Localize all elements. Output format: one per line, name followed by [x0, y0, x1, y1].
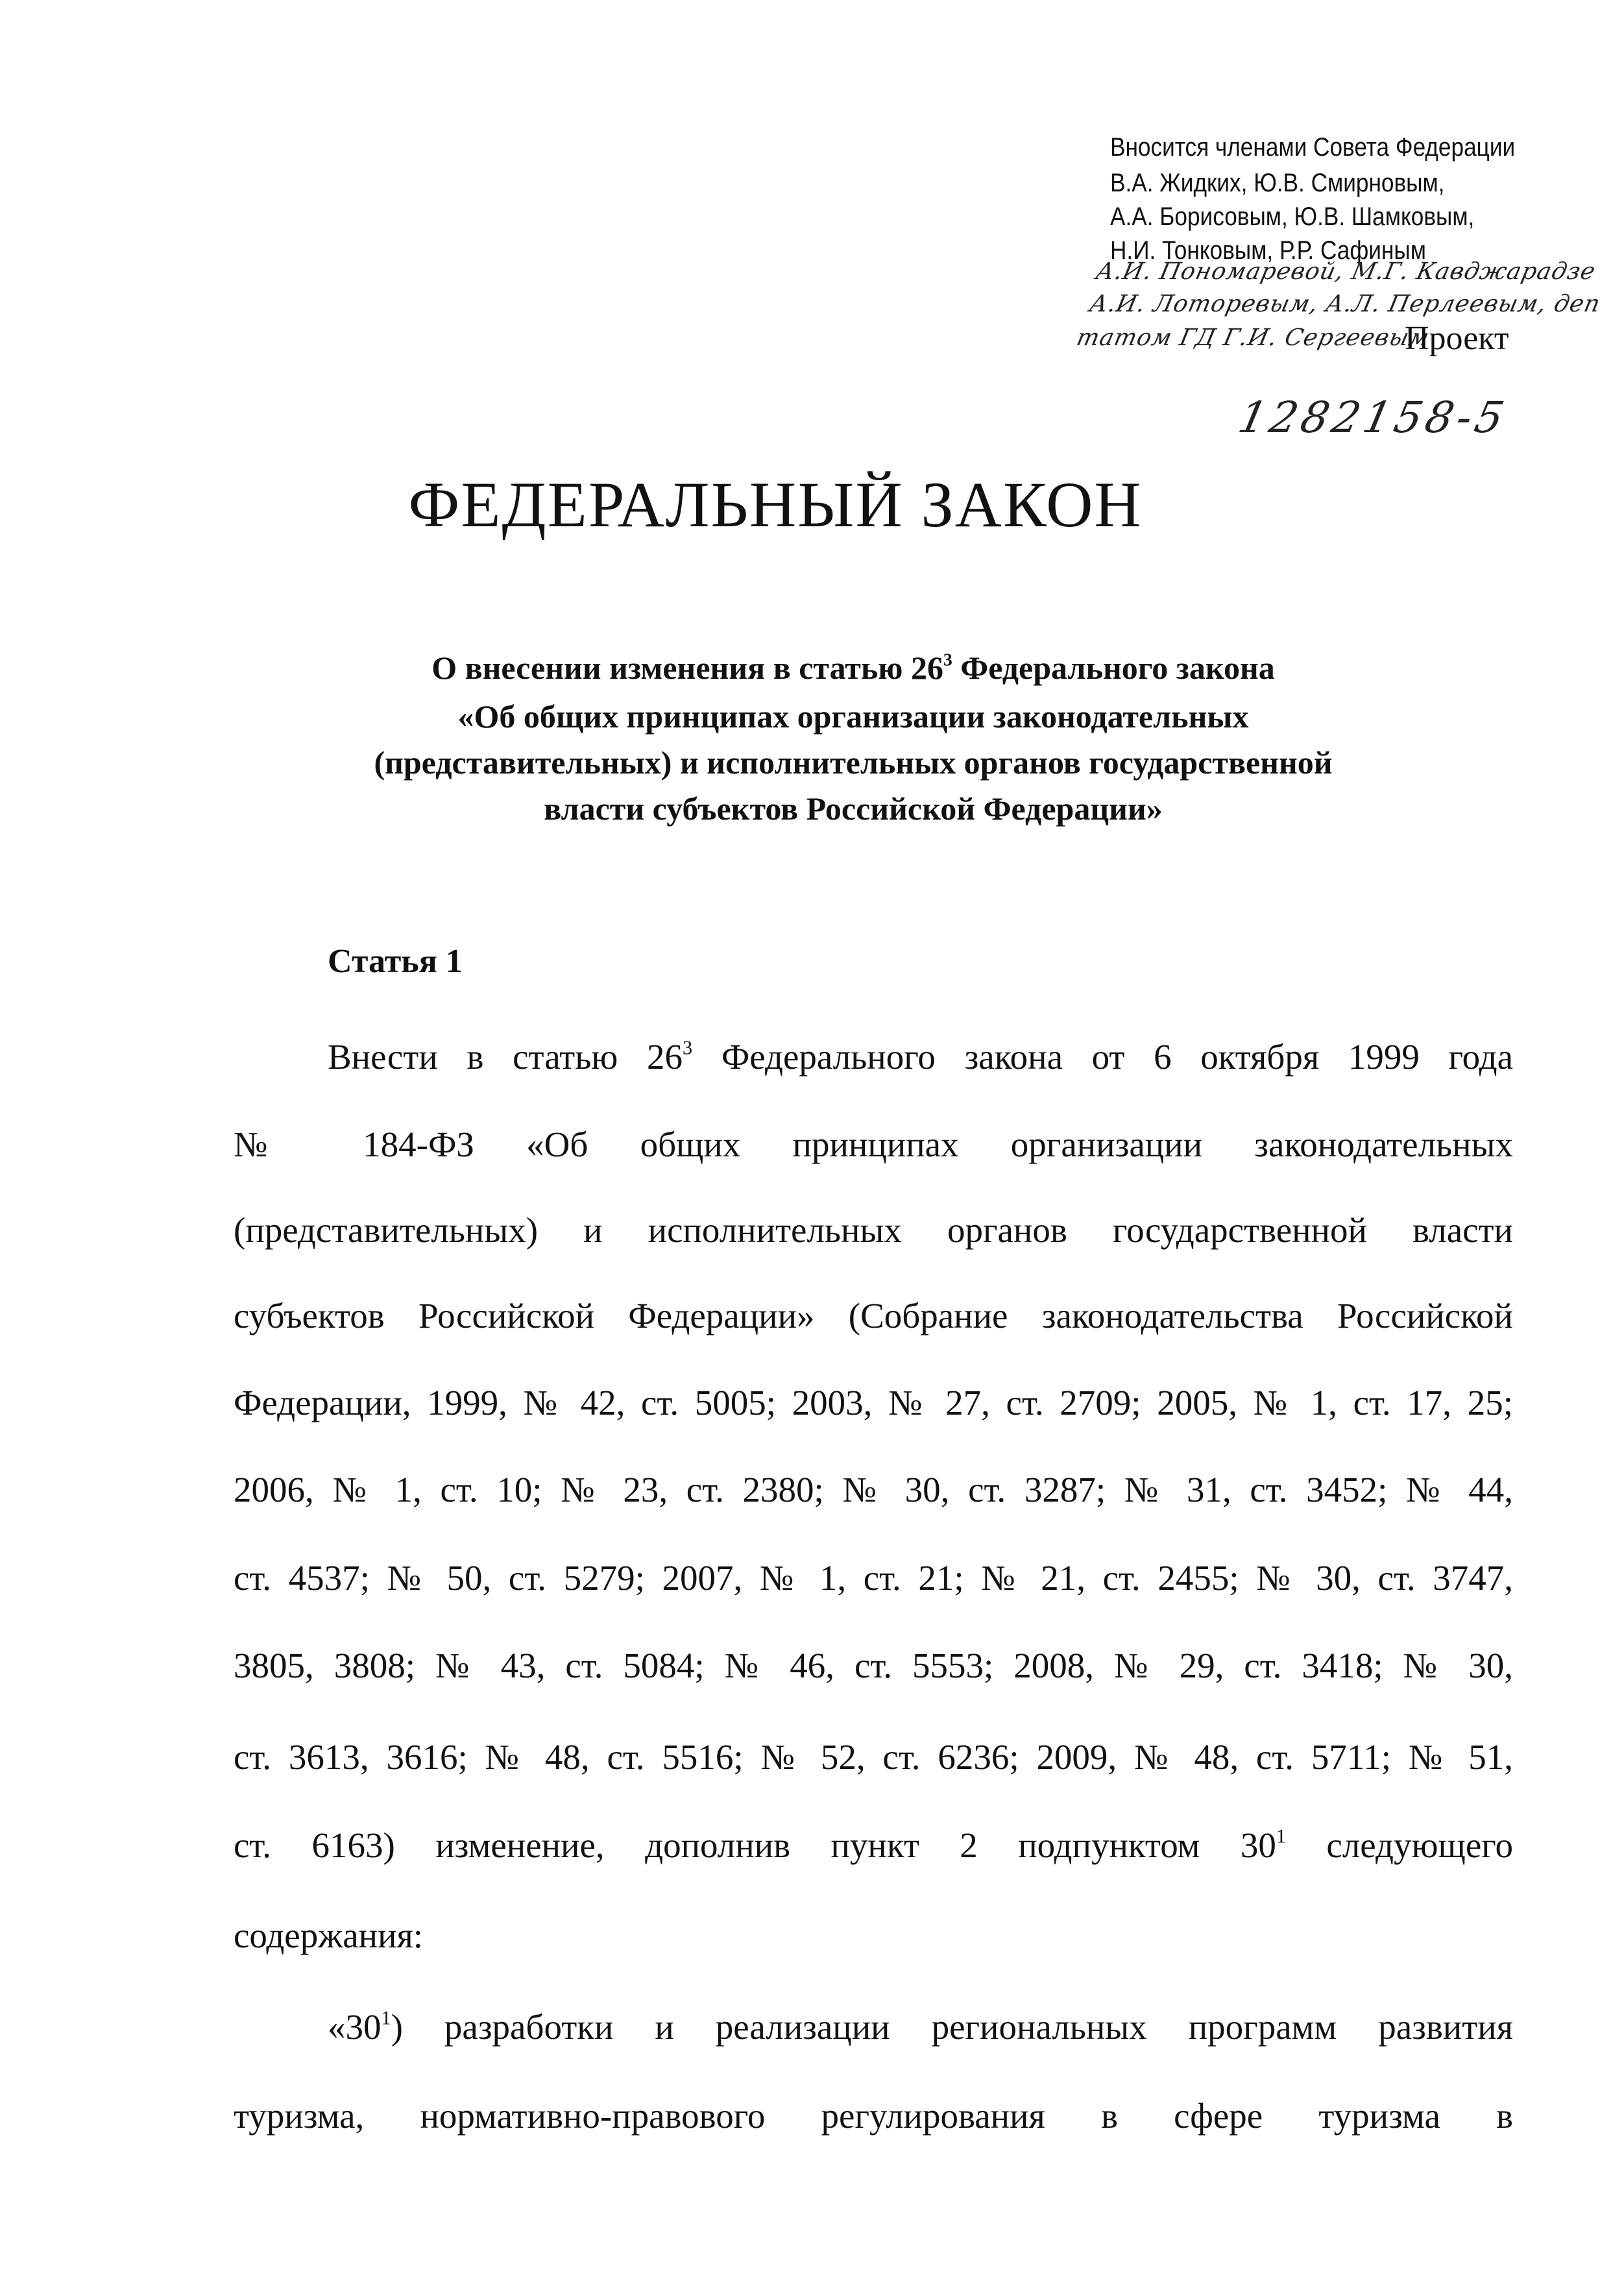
sponsors-line: А.А. Борисовым, Ю.В. Шамковым, [1110, 202, 1475, 231]
article-heading: Статья 1 [328, 943, 463, 980]
sponsors-line: Вносится членами Совета Федерации [1110, 133, 1516, 162]
body-line: «$30^1$) разработки и реализации региональных программ развития [328, 2006, 1513, 2047]
body-line: ст. 4537; № 50, ст. 5279; 2007, № 1, ст. 21; № 21, ст. 2455; № 30, ст. 3747, [234, 1558, 1513, 1598]
body-line: субъектов Российской Федерации» (Собрание законодательства Российской [234, 1296, 1513, 1335]
body-line: содержания: [234, 1916, 424, 1955]
body-line: № 184-ФЗ «Об общих принципах организации законодательных [234, 1125, 1513, 1164]
project-label: Проект [1405, 320, 1509, 357]
subtitle-line: власти субъектов Российской Федерации» [544, 790, 1163, 827]
handwritten-sponsors-line: А.И. Пономаревой, М.Г. Кавджарадзе [1093, 258, 1598, 285]
sponsors-line: Н.И. Тонковым, Р.Р. Сафиным [1110, 236, 1426, 265]
handwritten-sponsors-line: татом ГД Г.И. Сергеевым [1074, 324, 1432, 351]
handwritten-sponsors-line: А.И. Лоторевым, А.Л. Перлеевым, деп [1087, 291, 1603, 317]
registration-number: 1282158-5 [1233, 393, 1512, 443]
subtitle-line: (представительных) и исполнительных органов государственной [374, 744, 1333, 781]
subtitle-line: О внесении изменения в статью $26^3$ Федерального закона [431, 649, 1275, 686]
body-line: Внести в статью $26^3$ Федерального закона от 6 октября 1999 года [328, 1036, 1513, 1077]
document-title: ФЕДЕРАЛЬНЫЙ ЗАКОН [408, 469, 1143, 541]
sponsors-line: В.А. Жидких, Ю.В. Смирновым, [1110, 169, 1445, 197]
body-line: 2006, № 1, ст. 10; № 23, ст. 2380; № 30, ст. 3287; № 31, ст. 3452; № 44, [234, 1470, 1513, 1509]
subtitle-line: «Об общих принципах организации законодательных [457, 698, 1249, 735]
body-line: ст. 6163) изменение, дополнив пункт 2 подпунктом $30^1$ следующего [234, 1825, 1513, 1865]
body-line: ст. 3613, 3616; № 48, ст. 5516; № 52, ст. 6236; 2009, № 48, ст. 5711; № 51, [234, 1737, 1513, 1777]
body-line: туризма, нормативно-правового регулирования в сфере туризма в [234, 2096, 1513, 2136]
body-line: Федерации, 1999, № 42, ст. 5005; 2003, № 27, ст. 2709; 2005, № 1, ст. 17, 25; [234, 1383, 1513, 1422]
body-line: 3805, 3808; № 43, ст. 5084; № 46, ст. 5553; 2008, № 29, ст. 3418; № 30, [234, 1646, 1513, 1685]
body-line: (представительных) и исполнительных органов государственной власти [234, 1210, 1513, 1250]
